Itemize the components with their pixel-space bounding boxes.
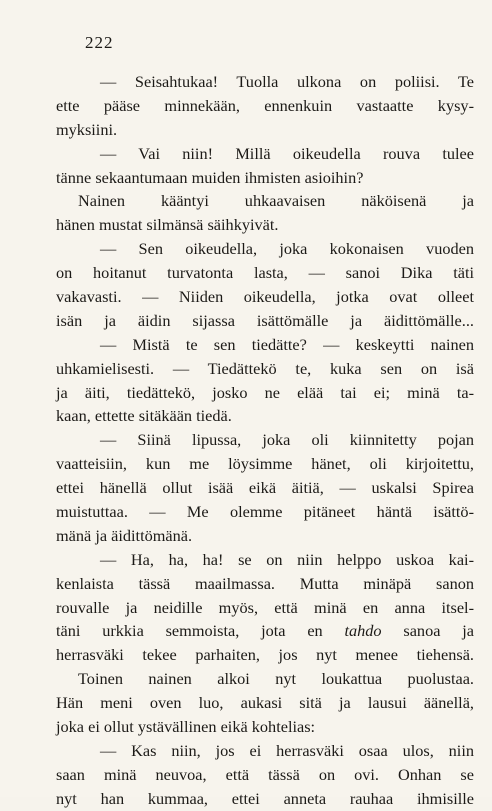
text-line: ette pääse minnekään, ennenkuin vastaatte kysy- bbox=[56, 95, 474, 115]
text-line: tänne sekaantumaan muiden ihmisten asioihin? bbox=[56, 167, 364, 187]
text-line: uhkamielisesti. — Tiedättekö te, kuka sen on isä bbox=[56, 358, 474, 378]
text-line: — Siinä lipussa, joka oli kiinnitetty pojan bbox=[100, 430, 474, 450]
text-line: vakavasti. — Niiden oikeudella, jotka ovat olleet bbox=[56, 287, 474, 307]
emphasized-word: tahdo bbox=[344, 621, 382, 641]
text-line: Hän meni oven luo, aukasi sitä ja lausui äänellä, bbox=[56, 693, 474, 713]
text-line: ettei hänellä ollut isää eikä äitiä, — uskalsi Spirea bbox=[56, 478, 474, 498]
text-line: myksiini. bbox=[56, 119, 118, 139]
page-number: 222 bbox=[85, 33, 114, 52]
text-line: Nainen kääntyi uhkaavaisen näköisenä ja bbox=[78, 191, 474, 211]
text-line: kaan, ettette sitäkään tiedä. bbox=[56, 406, 232, 426]
text-line: nyt han kummaa, ettei anneta rauhaa ihmisille bbox=[56, 788, 474, 808]
text-line: ja äiti, tiedättekö, josko ne elää tai ei; minä ta- bbox=[56, 382, 474, 402]
text-line: muistuttaa. — Me olemme pitäneet häntä isättö- bbox=[56, 502, 474, 522]
text-line: on hoitanut turvatonta lasta, — sanoi Dika täti bbox=[56, 263, 474, 283]
text-line: — Seisahtukaa! Tuolla ulkona on poliisi. Te bbox=[100, 72, 474, 91]
text-line: kenlaista tässä maailmassa. Mutta minäpä sanon bbox=[56, 573, 474, 593]
text-line: vaatteisiin, kun me löysimme hänet, oli kirjoitettu, bbox=[56, 454, 474, 474]
body-text bbox=[56, 70, 474, 811]
text-line: — Kas niin, jos ei herrasväki osaa ulos, niin bbox=[100, 740, 474, 760]
text-line: Toinen nainen alkoi nyt loukattua puolustaa. bbox=[78, 669, 474, 689]
text-line: — Vai niin! Millä oikeudella rouva tulee bbox=[100, 143, 474, 163]
text-line: — Ha, ha, ha! se on niin helppo uskoa kai- bbox=[100, 549, 474, 569]
text-line: mänä ja äidittömänä. bbox=[56, 525, 193, 545]
text-line: — Sen oikeudella, joka kokonaisen vuoden bbox=[100, 239, 474, 259]
text-line: täni urkkia semmoista, jota en tahdo sanoa ja bbox=[56, 621, 474, 641]
text-line: — Mistä te sen tiedätte? — keskeytti nainen bbox=[100, 334, 474, 354]
text-line: joka ei ollut ystävällinen eikä kohtelias: bbox=[56, 717, 316, 737]
text-line: herrasväki tekee parhaiten, jos nyt menee tiehensä. bbox=[56, 645, 474, 665]
text-line: hänen mustat silmänsä säihkyivät. bbox=[56, 215, 279, 235]
text-line: saan minä neuvoa, että tässä on ovi. Onhan se bbox=[56, 764, 474, 784]
text-line: isän ja äidin sijassa isättömälle ja äidittömälle... bbox=[56, 310, 474, 330]
text-line: rouvalle ja neidille myös, että minä en anna itsel- bbox=[56, 597, 474, 617]
